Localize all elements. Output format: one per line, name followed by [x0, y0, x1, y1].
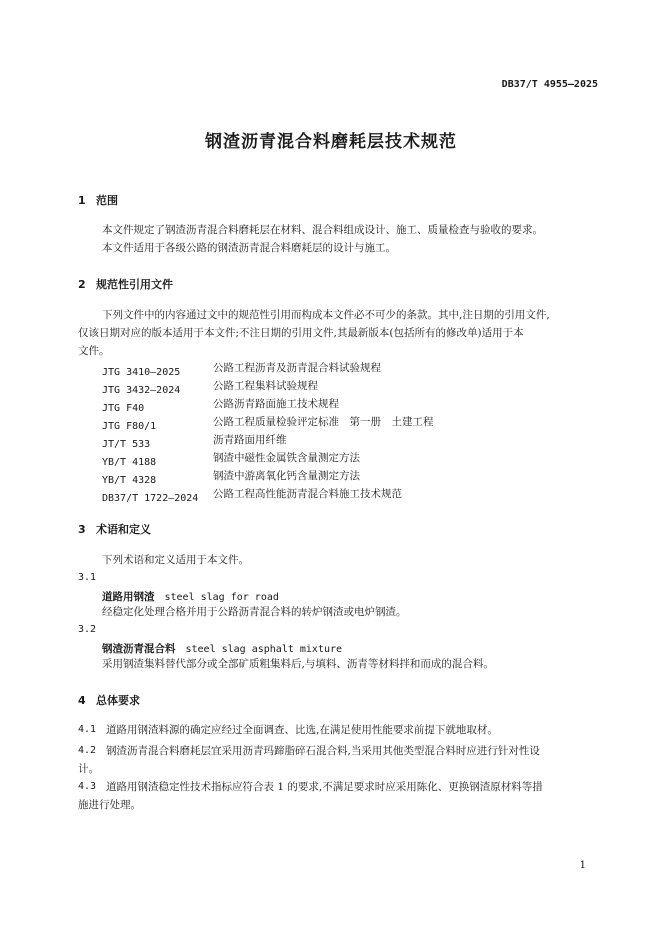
- reference-item: [102, 378, 180, 397]
- section-number: 1: [78, 194, 86, 207]
- reference-title: 公路工程集料试验规程: [213, 380, 318, 392]
- section-heading-terms-definitions: [78, 521, 151, 537]
- reference-title: 钢渣中磁性金属铁含量测定方法: [213, 452, 360, 464]
- term-definition: 采用钢渣集料替代部分或全部矿质粗集料后,与填料、沥青等材料拌和而成的混合料。: [102, 658, 494, 670]
- paragraph-line: 仅该日期对应的版本适用于本文件;不注日期的引用文件,其最新版本(包括所有的修改单)适用于本: [78, 327, 524, 339]
- clause-number: 4.2: [78, 745, 97, 756]
- reference-code: JTG F40: [102, 403, 145, 414]
- term-number: 3.2: [78, 624, 97, 635]
- reference-code: JT/T 533: [102, 439, 151, 450]
- reference-item: [102, 450, 156, 469]
- term-heading: [102, 641, 342, 656]
- term-cn: 钢渣沥青混合料: [102, 643, 176, 655]
- term-en: steel slag for road: [164, 592, 279, 603]
- reference-item: [102, 360, 180, 379]
- term-definition: 经稳定化处理合格并用于公路沥青混合料的转炉钢渣或电炉钢渣。: [102, 606, 407, 618]
- clause-text: 道路用钢渣稳定性技术指标应符合表 1 的要求,不满足要求时应采用陈化、更换钢渣原材料等措: [106, 781, 543, 793]
- reference-code: JTG F80/1: [102, 421, 157, 432]
- section-title: 范围: [96, 194, 118, 207]
- clause-number: 4.3: [78, 781, 97, 792]
- clause-text: 道路用钢渣料源的确定应经过全面调查、比选,在满足使用性能要求前提下就地取材。: [106, 724, 498, 736]
- reference-item: [102, 432, 150, 451]
- reference-item: [102, 414, 156, 433]
- section-heading-general-requirements: [78, 692, 140, 708]
- reference-code: JTG 3432—2024: [102, 385, 181, 396]
- reference-title: 公路工程高性能沥青混合料施工技术规范: [213, 488, 402, 500]
- clause-text: 钢渣沥青混合料磨耗层宜采用沥青玛蹄脂碎石混合料,当采用其他类型混合料时应进行针对性设: [106, 745, 540, 757]
- term-en: steel slag asphalt mixture: [185, 644, 343, 655]
- reference-item: [102, 468, 156, 487]
- section-number: 2: [78, 278, 86, 291]
- clause-text: 计。: [78, 763, 99, 775]
- section-number: 4: [78, 694, 86, 707]
- section-number: 3: [78, 523, 86, 536]
- page-number: 1: [579, 860, 586, 871]
- clause-number: 4.1: [78, 724, 97, 735]
- paragraph-line: 下列文件中的内容通过文中的规范性引用而构成本文件必不可少的条款。其中,注日期的引用文件,: [102, 309, 550, 321]
- document-code: DB37/T 4955—2025: [501, 79, 598, 90]
- reference-item: [102, 396, 144, 415]
- page-title: 钢渣沥青混合料磨耗层技术规范: [205, 132, 457, 152]
- reference-title: 沥青路面用纤维: [213, 434, 287, 446]
- term-cn: 道路用钢渣: [102, 591, 155, 603]
- term-heading: [102, 589, 279, 604]
- reference-title: 公路工程质量检验评定标准 第一册 土建工程: [213, 416, 434, 428]
- section-title: 规范性引用文件: [96, 278, 173, 291]
- reference-code: YB/T 4328: [102, 475, 157, 486]
- term-number: 3.1: [78, 572, 97, 583]
- section-title: 术语和定义: [96, 523, 151, 536]
- section-heading-scope: [78, 192, 118, 208]
- reference-title: 公路沥青路面施工技术规程: [213, 398, 339, 410]
- reference-code: DB37/T 1722—2024: [102, 493, 199, 504]
- section-heading-normative-references: [78, 276, 173, 292]
- reference-title: 公路工程沥青及沥青混合料试验规程: [213, 362, 381, 374]
- clause-text: 施进行处理。: [78, 799, 141, 811]
- paragraph: 下列术语和定义适用于本文件。: [102, 554, 249, 566]
- reference-item: [102, 486, 198, 505]
- paragraph: 本文件适用于各级公路的钢渣沥青混合料磨耗层的设计与施工。: [102, 242, 396, 254]
- reference-code: JTG 3410—2025: [102, 367, 181, 378]
- paragraph-line: 文件。: [78, 345, 110, 357]
- reference-title: 钢渣中游离氧化钙含量测定方法: [213, 470, 360, 482]
- reference-code: YB/T 4188: [102, 457, 157, 468]
- paragraph: 本文件规定了钢渣沥青混合料磨耗层在材料、混合料组成设计、施工、质量检查与验收的要求。: [102, 224, 543, 236]
- section-title: 总体要求: [96, 694, 140, 707]
